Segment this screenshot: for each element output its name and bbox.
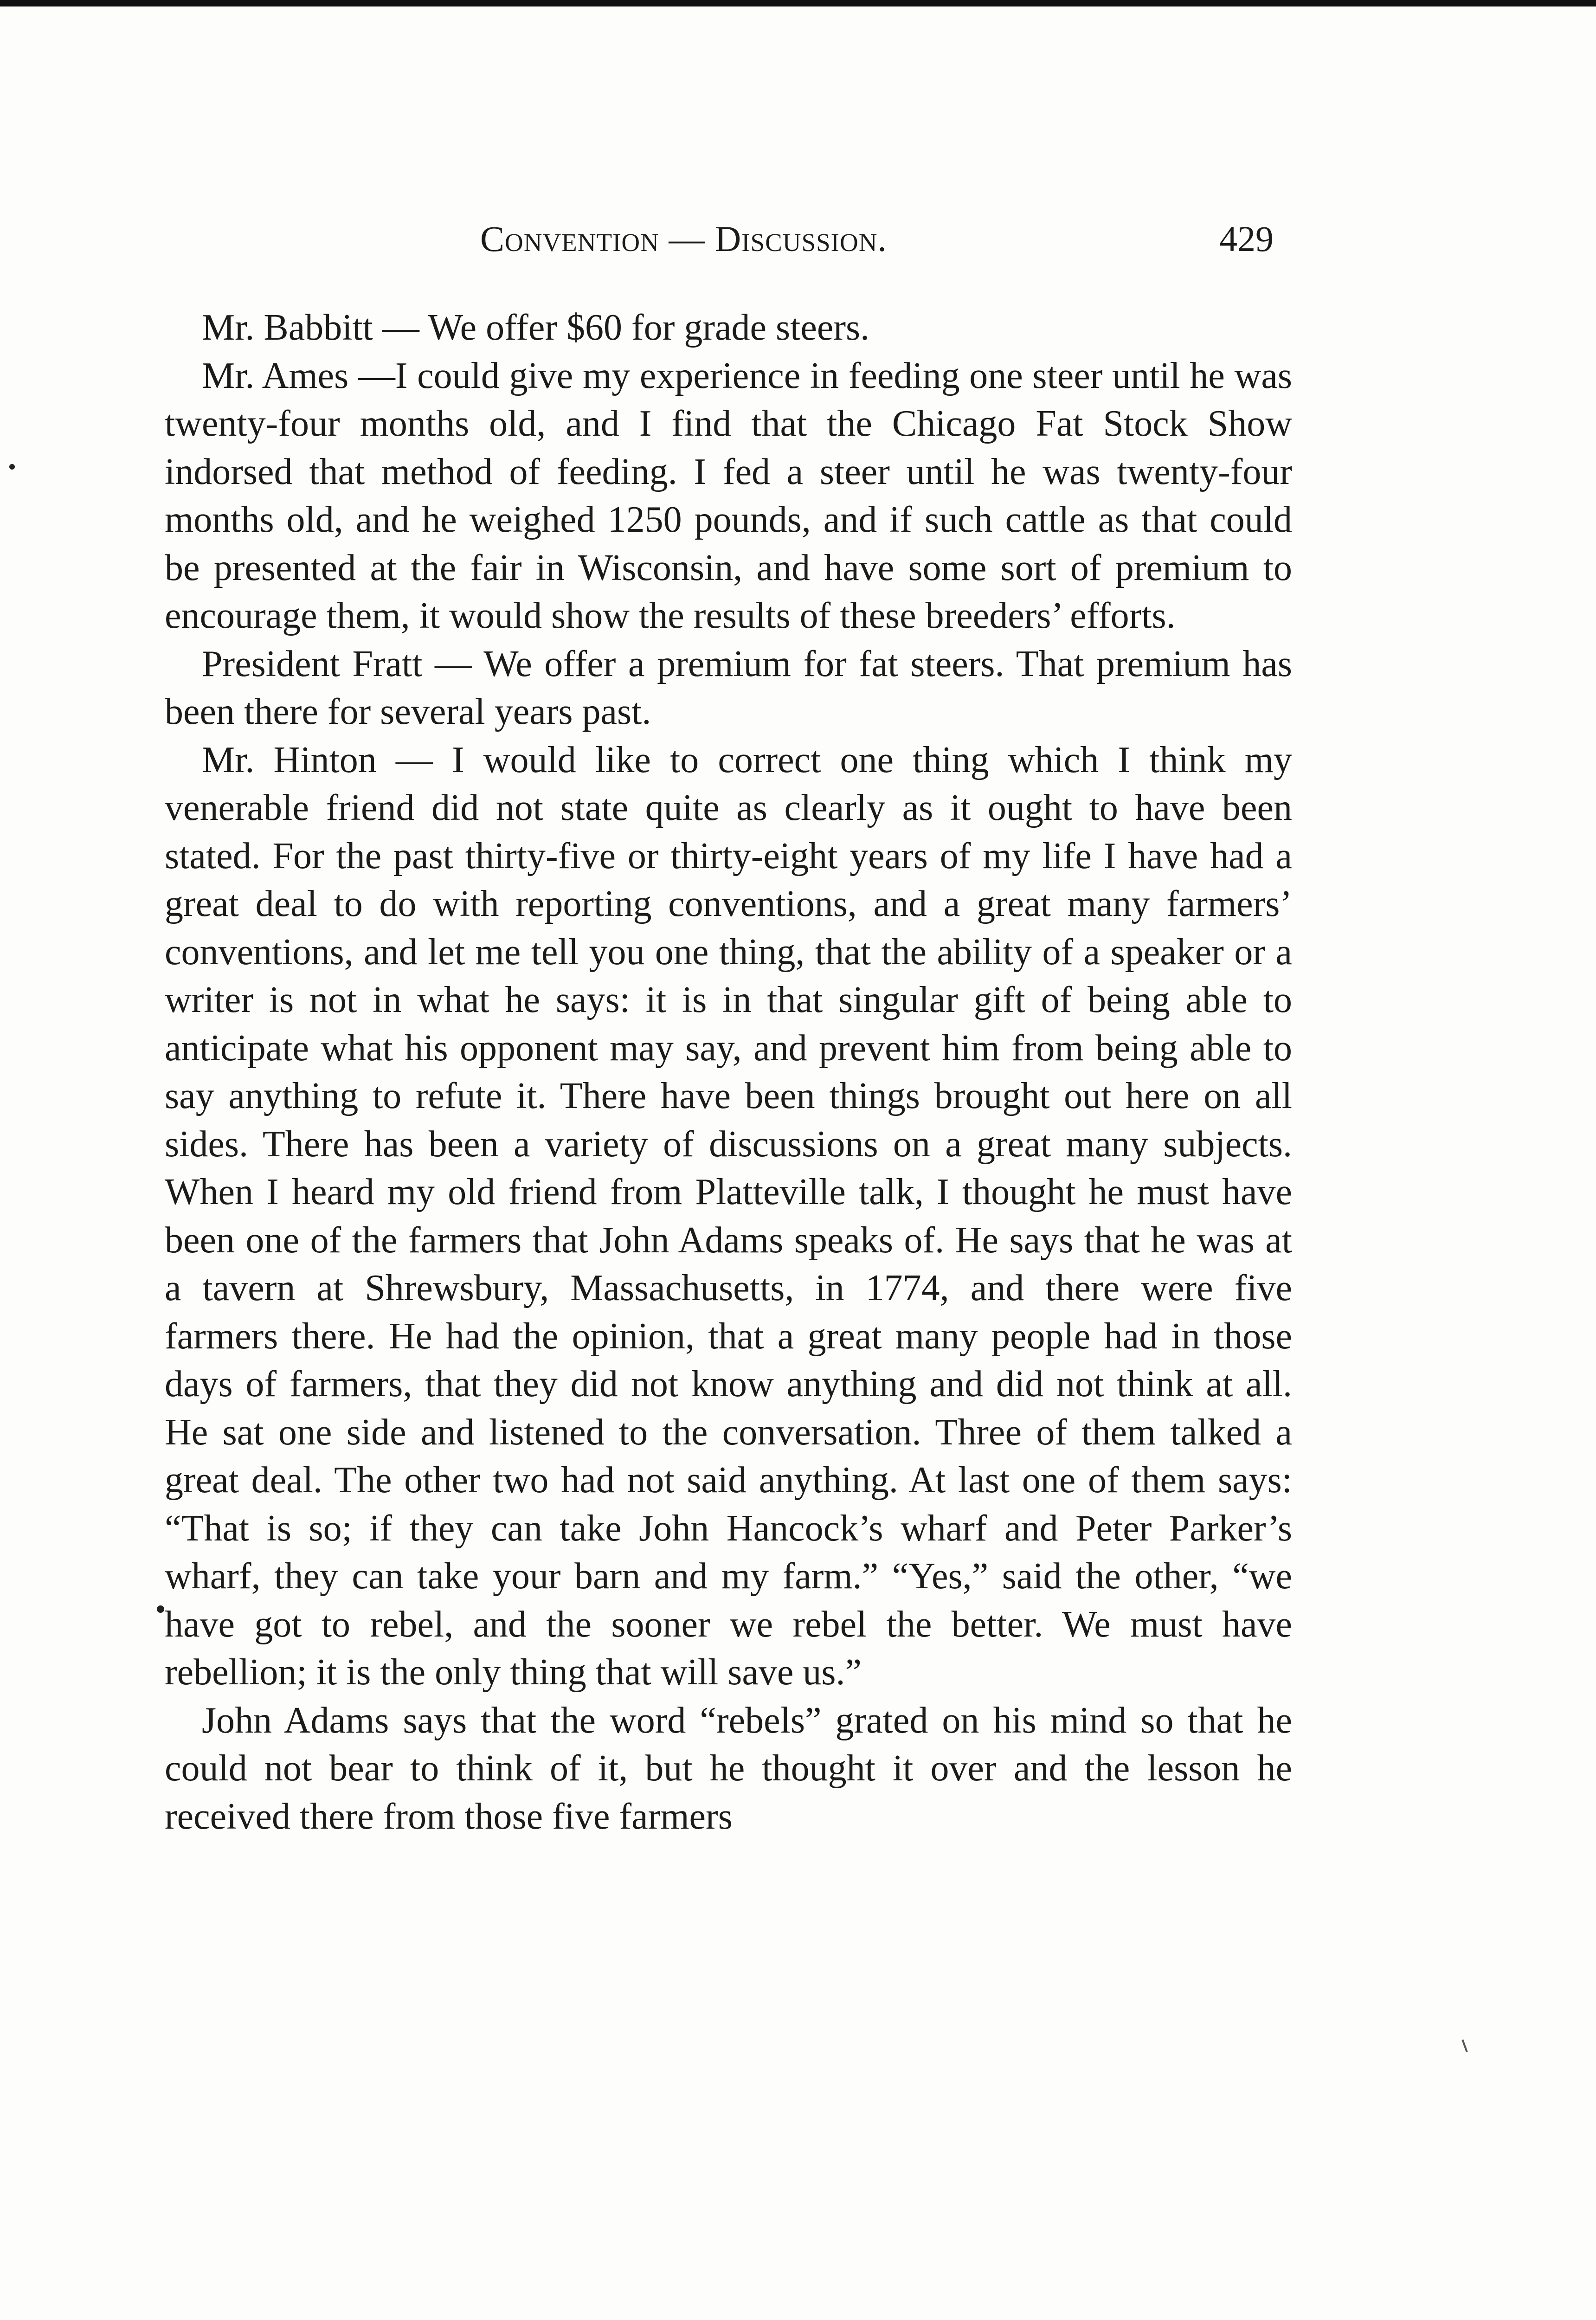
paragraph-fratt: President Fratt — We offer a premium for fat steers. That premium has been there for several years past. — [165, 643, 1292, 732]
page-header — [165, 218, 1274, 260]
paragraph-hinton: Mr. Hinton — I would like to correct one thing which I think my venerable friend did not state quite as clearly as it ought to have been stated. For the past thirty-five or thirty-eight years of my life I have had a great deal to do with reporting conventions, and a great many farmers’ conventions, and let me tell you one thing, that the ability of a speaker or a writer is not in what he says: it is in that singular gift of being able to anticipate what his opponent may say, and prevent him from being able to say anything to refute it. There have been things brought out here on all sides. There has been a variety of discussions on a great many subjects. When I heard my old friend from Platteville talk, I thought he must have been one of the farmers that John Adams speaks of. He says that he was at a tavern at Shrewsbury, Massachusetts, in 1774, and there were five farmers there. He had the opinion, that a great many people had in those days of farmers, that they did not know anything and did not think at all. He sat one side and listened to the conversation. Three of them talked a great deal. The other two had not said anything. At last one of them says: “That is so; if they can take John Hancock’s wharf and Peter Parker’s wharf, they can take your barn and my farm.” “Yes,” said the other, “we have got to rebel, and the sooner we rebel the better. We must have rebellion; it is the only thing that will save us.” — [165, 739, 1292, 1693]
scan-top-edge — [0, 0, 1596, 6]
page-number: 429 — [1219, 219, 1274, 259]
paragraph-ames: Mr. Ames —I could give my experience in feeding one steer until he was twenty-four months old, and I find that the Chicago Fat Stock Show indorsed that method of feeding. I fed a steer until he was twenty-four months old, and he weighed 1250 pounds, and if such cattle as that could be presented at the fair in Wisconsin, and have some sort of premium to encourage them, it would show the results of these breeders’ efforts. — [165, 355, 1292, 636]
paragraph-babbitt: Mr. Babbitt — We offer $60 for grade steers. — [202, 307, 870, 348]
running-title: Convention — Discussion. — [480, 219, 887, 259]
margin-tick-mark — [1461, 2039, 1467, 2052]
paragraph-john-adams: John Adams says that the word “rebels” grated on his mind so that he could not bear to think of it, but he thought it over and the lesson he received there from those five farmers — [165, 1700, 1292, 1837]
margin-speck — [9, 464, 15, 470]
body-text — [165, 304, 1292, 1841]
margin-bullet-mark — [157, 1605, 164, 1613]
